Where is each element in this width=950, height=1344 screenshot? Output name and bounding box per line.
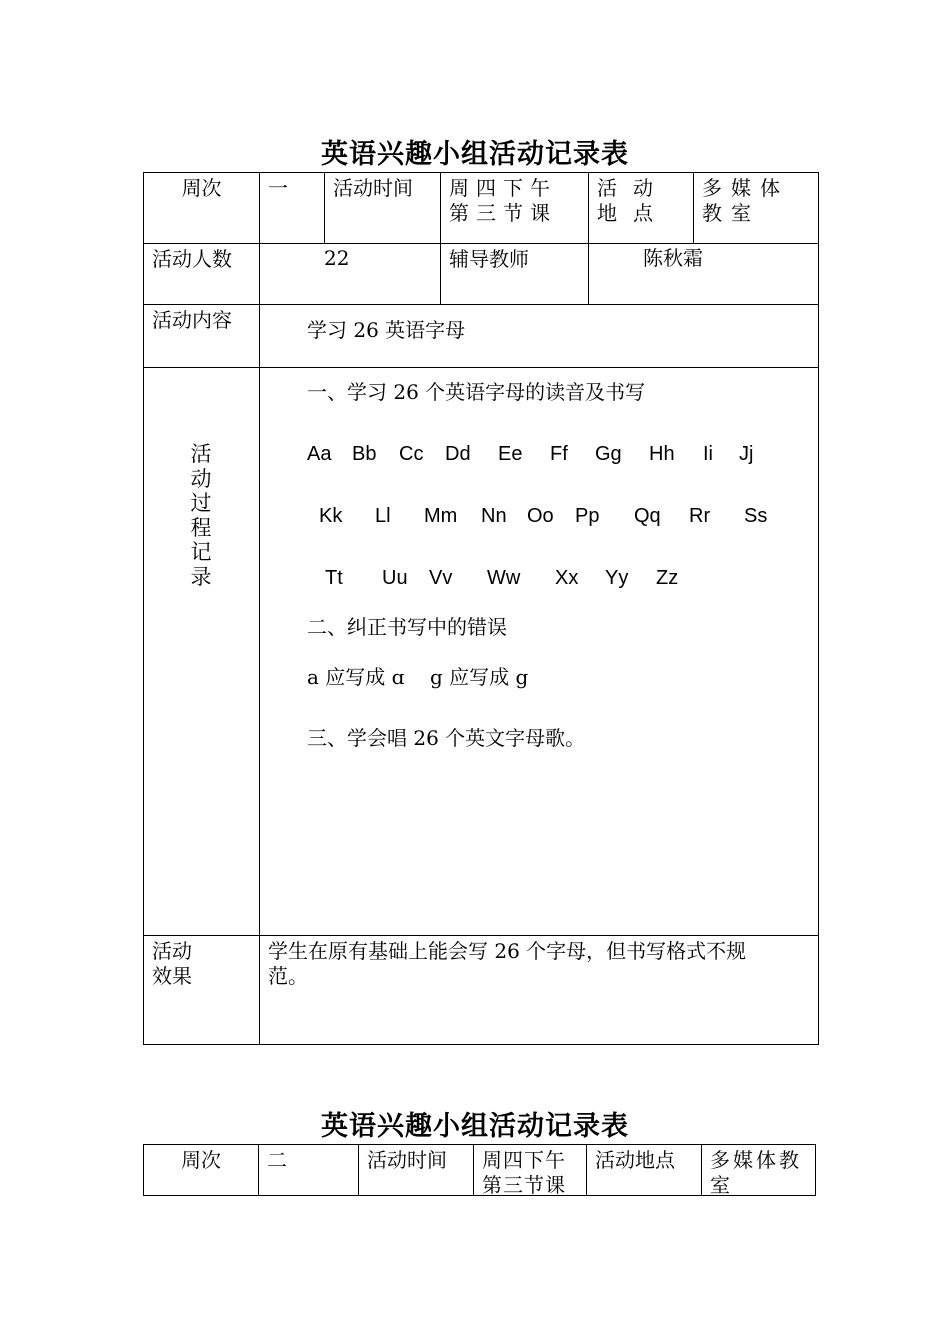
time-label-cell-2	[358, 1144, 474, 1196]
week-value-cell-2	[258, 1144, 359, 1196]
letter-pair: Oo	[527, 505, 554, 527]
count-value-cell	[259, 243, 441, 305]
time-value: 周四下午第三节课	[449, 176, 557, 225]
teacher-label-cell	[440, 243, 589, 305]
count-label: 活动人数	[152, 247, 232, 271]
time-label: 活动时间	[333, 176, 413, 200]
process-label-char: 动	[190, 466, 212, 491]
time-label-cell	[324, 172, 441, 244]
time-label-2: 活动时间	[367, 1148, 447, 1172]
count-label-cell	[143, 243, 260, 305]
process-label-cell	[143, 367, 260, 936]
process-step-3: 三、学会唱 26 个英文字母歌。	[307, 726, 586, 750]
letter-pair: Jj	[739, 443, 754, 465]
letter-pair: Ww	[487, 567, 521, 589]
letter-pair: Aa	[307, 443, 332, 465]
place-label-cell	[588, 172, 694, 244]
letter-pair: Uu	[382, 567, 408, 589]
letter-pair: Cc	[399, 443, 424, 465]
process-label-char: 记	[190, 540, 212, 564]
time-value-2: 周四下午第三节课	[482, 1148, 566, 1197]
place-value-cell	[693, 172, 819, 244]
time-value-cell-2	[473, 1144, 587, 1196]
effect-value-cell	[259, 935, 819, 1045]
place-label-2: 活动地点	[595, 1148, 675, 1172]
effect-value-line1: 学生在原有基础上能会写 26 个字母，但书写格式不规	[268, 939, 747, 963]
place-value-2: 多媒体教室	[710, 1148, 802, 1197]
letter-pair: Ss	[744, 505, 768, 527]
letter-pair: Hh	[649, 443, 675, 465]
record-table-title: 英语兴趣小组活动记录表	[321, 139, 629, 170]
content-label: 活动内容	[152, 308, 232, 332]
process-label-char: 录	[190, 564, 212, 589]
time-value-cell	[440, 172, 589, 244]
week-label-2: 周次	[181, 1148, 221, 1172]
place-value-cell-2	[701, 1144, 816, 1196]
letter-pair: Bb	[352, 443, 377, 465]
content-label-cell	[143, 304, 260, 368]
letter-pair: Pp	[575, 505, 600, 527]
content-value-cell	[259, 304, 819, 368]
letter-pair: Dd	[445, 443, 471, 465]
correction-a: a 应写成 ɑ	[307, 665, 405, 689]
process-record-cell	[259, 367, 819, 936]
process-label-char: 活	[190, 442, 212, 466]
effect-label-line1: 活动	[152, 939, 192, 963]
teacher-value-cell	[588, 243, 819, 305]
week-value-cell	[259, 172, 325, 244]
place-label: 活动地点	[597, 176, 669, 225]
letter-pair: Qq	[634, 505, 661, 527]
teacher-value: 陈秋霜	[643, 246, 703, 270]
process-label	[189, 442, 213, 589]
letter-pair: Ee	[498, 443, 523, 465]
week-value: 一	[268, 176, 288, 200]
letter-pair: Ff	[550, 443, 568, 465]
letter-pair: Xx	[555, 567, 579, 589]
letter-pair: Mm	[424, 505, 458, 527]
letter-pair: Tt	[325, 567, 343, 589]
process-step-1: 一、学习 26 个英语字母的读音及书写	[307, 380, 646, 404]
content-value: 学习 26 英语字母	[307, 318, 466, 342]
process-label-char: 过	[190, 491, 212, 515]
letter-pair: Kk	[319, 505, 343, 527]
letter-pair: Vv	[429, 567, 453, 589]
week-value-2: 二	[267, 1148, 287, 1172]
week-label-cell	[143, 172, 260, 244]
effect-label-line2: 效果	[152, 964, 192, 988]
letter-pair: Ii	[703, 443, 713, 465]
letter-pair: Ll	[375, 505, 391, 527]
process-step-2: 二、纠正书写中的错误	[307, 615, 507, 639]
place-value: 多媒体教室	[702, 176, 789, 225]
process-label-char: 程	[190, 515, 212, 540]
week-label: 周次	[181, 176, 222, 200]
week-label-cell-2	[143, 1144, 259, 1196]
correction-g: g 应写成 g	[430, 665, 529, 689]
letter-pair: Nn	[481, 505, 507, 527]
letter-pair: Gg	[595, 443, 622, 465]
count-value: 22	[324, 246, 350, 270]
letter-pair: Zz	[656, 567, 679, 589]
record-table-2-title: 英语兴趣小组活动记录表	[321, 1111, 629, 1142]
letter-pair: Rr	[689, 505, 711, 527]
effect-label-cell	[143, 935, 260, 1045]
effect-value-line2: 范。	[268, 964, 308, 988]
teacher-label: 辅导教师	[449, 247, 529, 271]
letter-pair: Yy	[605, 567, 629, 589]
place-label-cell-2	[586, 1144, 702, 1196]
